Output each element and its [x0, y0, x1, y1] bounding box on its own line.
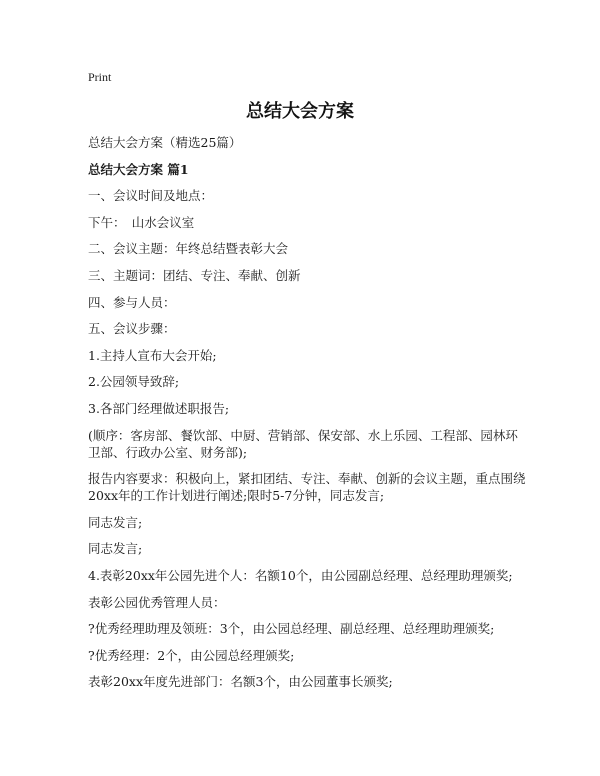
- paragraph: 同志发言;: [88, 514, 143, 530]
- section-heading: 总结大会方案 篇1: [88, 161, 189, 177]
- paragraph: 4.表彰20xx年公园先进个人：名额10个，由公园副总经理、总经理助理颁奖;: [88, 567, 513, 583]
- paragraph: 3.各部门经理做述职报告;: [88, 400, 230, 416]
- paragraph: 五、会议步骤：: [88, 321, 176, 337]
- paragraph: 四、参与人员：: [88, 294, 176, 310]
- paragraph: 表彰20xx年度先进部门：名额3个，由公园董事长颁奖;: [88, 674, 393, 690]
- paragraph: 表彰公园优秀管理人员：: [88, 594, 226, 610]
- paragraph: 一、会议时间及地点：: [88, 188, 214, 204]
- paragraph: 同志发言;: [88, 541, 143, 557]
- paragraph: 三、主题词：团结、专注、奉献、创新: [88, 267, 301, 283]
- paragraph: 报告内容要求：积极向上，紧扣团结、专注、奉献、创新的会议主题，重点围绕20xx年的工作计划进行阐述;限时5-7分钟，同志发言;: [88, 471, 526, 504]
- paragraph: (顺序：客房部、餐饮部、中厨、营销部、保安部、水上乐园、工程部、园林环卫部、行政办公室、财务部);: [88, 427, 518, 460]
- paragraph: 1.主持人宣布大会开始;: [88, 347, 217, 363]
- paragraph: ?优秀经理助理及领班：3个，由公园总经理、副总经理、总经理助理颁奖;: [88, 621, 495, 637]
- paragraph: 2.公园领导致辞;: [88, 374, 180, 390]
- print-link[interactable]: Print: [88, 70, 112, 84]
- paragraph: 二、会议主题：年终总结暨表彰大会: [88, 241, 289, 257]
- paragraph-subtitle: 总结大会方案（精选25篇）: [88, 135, 242, 150]
- page-title: 总结大会方案: [246, 101, 354, 122]
- document-body: [88, 134, 528, 700]
- paragraph: 下午： 山水会议室: [88, 214, 195, 230]
- paragraph: ?优秀经理：2个，由公园总经理颁奖;: [88, 647, 295, 663]
